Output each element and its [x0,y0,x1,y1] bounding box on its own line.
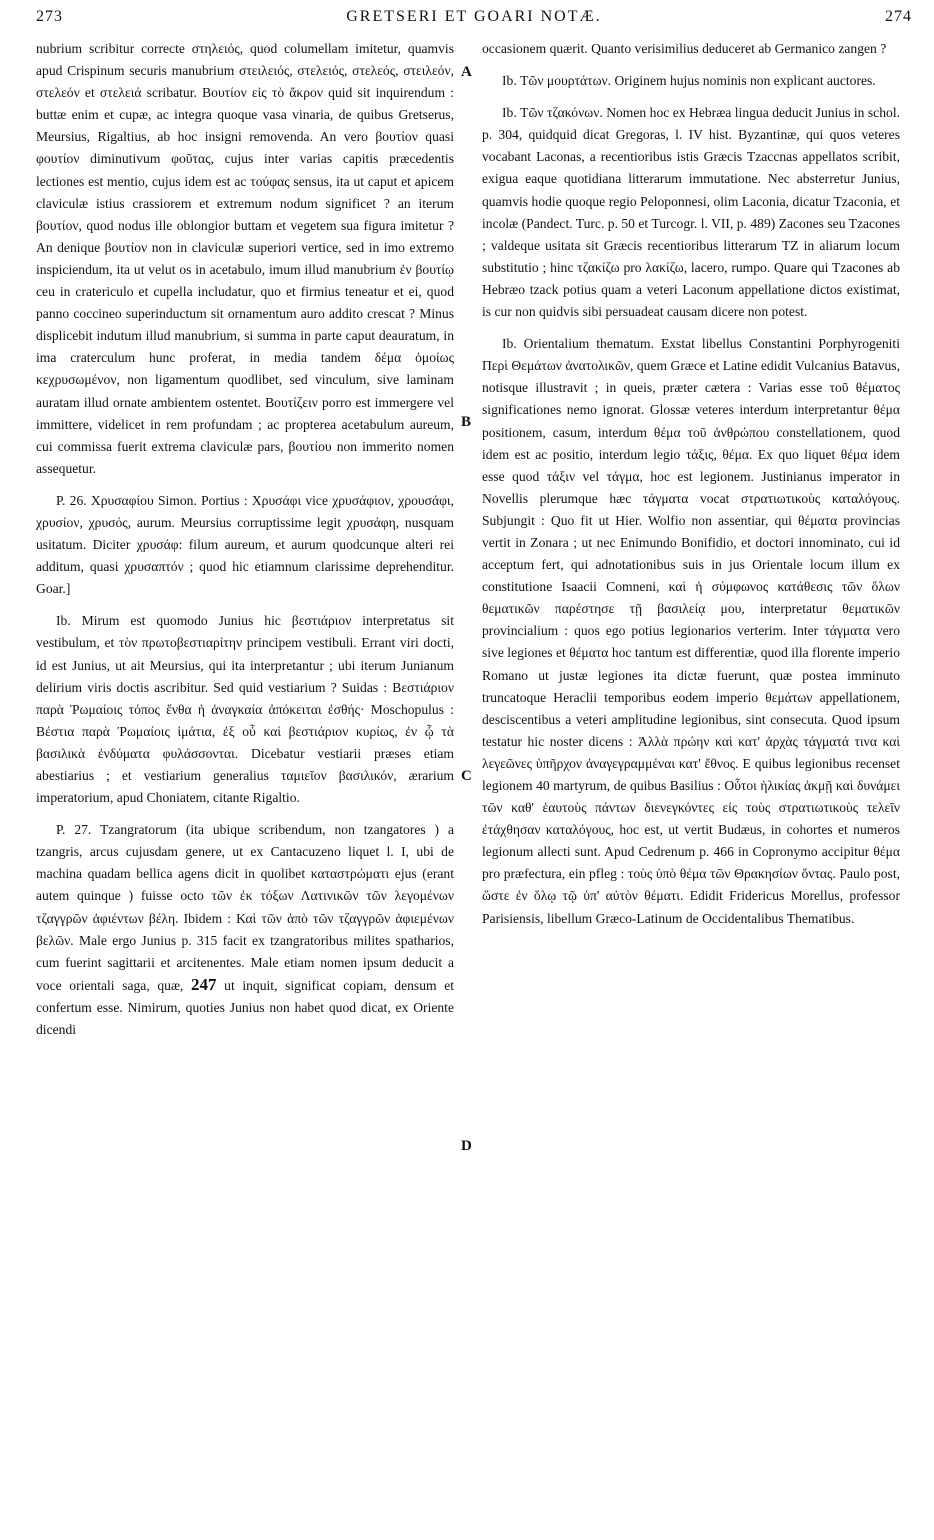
margin-marker-b: B [461,414,472,430]
right-paragraph-4: Ib. Orientalium thematum. Exstat libellus Constantini Porphyrogeniti Περὶ Θεμάτων ἀνατολικῶν, quem Græce et Latine edidit Vulcanius Batavus, notisque illustravit ; in queis, præter cætera : Varias esse τοῦ θέματος significationes nemo ignorat. Glossæ veteres interdum interpretantur θέμα positionem, casum, interdum θέμα τοῦ ἀνθρώπου constellationem, quod idem est ac positio, interdum legio τάξις, θέμα. Ex quo liquet θέμα idem esse quod τάξιν vel τάγμα, hoc est legionem. Justinianus imperator in Novellis plerumque hæc τάγματα vocat στρατιωτικοὺς καταλόγους. Subjungit : Quo fit ut Hier. Wolfio non assentiar, qui θέματα provincias vertit in Zonara ; ut nec Enimundo Bonifidio, et doctori innominato, cui id acceptum fert, qui adnotationibus suis in jus Orientale locum illum ex constitutione Isaacii Comneni, καὶ ἡ σύμφωνος κατάθεσις τῶν ὅλων θεματικῶν παρέστησε τῇ βασιλείᾳ μου, interpretatur θεματικῶν provincialium : quos ego potius legionarios verterim. Inter τάγματα vero sive legiones et θέματα hoc tantum est differentiæ, quod illa florente imperio Romano ut justæ legiones ita dictæ fuerunt, quæ postea imminuto truncatoque Heraclii temporibus eodem imperio θεμάτων appellationem, desciscentibus a veteri amplitudine legionibus, sint consecuta. Quod ipsum testatur hic noster dicens : Ἀλλὰ πρώην καὶ κατ' ἀρχὰς τάγματά τινα καὶ λεγεῶνες ὑπῆρχον ἀναγεγραμμέναι κατ' ἔθνος. E quibus legionibus recenset legionem 40 martyrum, de quibus Basilius : Οὗτοι ἡλικίας ἀκμῇ καὶ δυνάμει τῶν καθ' ἑαυτοὺς πάντων διενεγκόντες εἰς τοὺς στρατιωτικοὺς τελεῖν ἐτάχθησαν καταλόγους, hoc est, ut vertit Budæus, in cohortes et numeros legionum allecti sunt. Apud Cedrenum p. 466 in Copronymo accipitur θέμα pro præfectura, ein pfleg : τοὺς ὑπὸ θέμα τῶν Θρακησίων ὄντας. Paulo post, ὥστε ἐν ὅλῳ τῷ ὑπ' αὐτὸν θέματι. Edidit Fridericus Morellus, professor Parisiensis, libellum Græco-Latinum de Occidentalibus Thematibus. [482,336,900,926]
left-paragraph-2: P. 26. Χρυσαφίου Simon. Portius : Χρυσάφι vice χρυσάφιον, χρουσάφι, χρυσίον, χρυσός, aurum. Meursius corruptissime legit χρυσάφη, nusquam usitatum. Diciter χρυσάφ: filum aureum, et aurum quodcunque alteri rei additum, quasi χρυσαπτόν ; quod hic etiamnum clarissime deprehenditur. Goar.] [36,492,454,597]
right-page-number: 274 [885,8,912,25]
signature-number: 247 [191,974,217,994]
margin-marker-d: D [461,1138,472,1154]
left-paragraph-4-text-b: ut inquit, significat copiam, densum et confertum esse. Nimirum, quoties Junius non habet quod dicat, ex Oriente dicendi [36,977,455,1038]
left-paragraph-3: Ib. Mirum est quomodo Junius hic βεστιάριον interpretatus sit vestibulum, et τὸν πρωτοβεστιαρίτην principem vestibuli. Errant viri docti, id est Junius, ut ait Meursius, qui ita interpretantur ; ubi iterum Junianum delirium viris doctis ascribitur. Sed quid vestiarium ? Suidas : Βεστιάριον παρὰ Ῥωμαίοις τόπος ἔνθα ἡ ἀναγκαία ἀπόκειται ἐσθής· Moschopulus : Βέστια παρὰ Ῥωμαίοις ἱμάτια, ἐξ οὗ καὶ βεστιάριον κυρίως, ἐν ᾧ τὰ βασιλικὰ ἐνδύματα φυλάσσονται. Dicebatur vestiarii præses etiam abestiarius ; et vestiarium generalius ταμιεῖον βασιλικόν, ærarium imperatorium, apud Choniatem, citante Rigaltio. [36,613,454,806]
left-paragraph-1: nubrium scribitur correcte στηλειός, quod columellam imitetur, quamvis apud Crispinum securis manubrium στειλειός, στελειός, στελεός, στειλεόν, στελεόν et στελειά scribatur. Βουτίον εἰς τὸ ἄκρον quid sit inquirendum : buttæ enim et cupæ, ac integra quoque vasa vinaria, de quibus Gretserus, Meursius, Rigaltius, ab hoc insigni removenda. An vero βουτίον quasi φουτίον diminutivum φοῦτας, cujus inter varias capitis præcedentis lectiones est mentio, cujus idem est ac τούφας sensus, ita ut caput et apicem claviculæ istius crassiorem et extremum nodum significet ? an iterum βουτίον, quod nodus ille oblongior buttam et vegetem sua figura imitetur ? An denique βουτίον non in claviculæ superiori vertice, sed in imo extremo inspiciendum, ita ut velut os in acetabulo, imum illud manubrium ἐν βουτίῳ ceu in cratericulo et cupella includatur, quo et firmius teneatur et ei, quod panno coccineo superinductum sit ornamentum auro addito crescat ? Minus displicebit indutum illud manubrium, si summa in parte caput deauratum, in ima craterculum hunc proferat, in media tandem δέμα ὁμοίως κεχρυσωμένον, non ligamentum quodlibet, sed vinculum, sive laminam auratam illud ornate ambientem ostentet. Βουτίζειν porro est immergere vel immittere, videlicet in rem profundam ; ac propterea acetabulum aureum, cui commissa fuerit extrema claviculæ pars, βουτίου non immerito nomen assequetur. [36,41,454,476]
margin-marker-c: C [461,768,472,784]
right-paragraph-3: Ib. Τῶν τζακόνων. Nomen hoc ex Hebræa lingua deducit Junius in schol. p. 304, quidquid dicat Gregoras, l. IV hist. Byzantinæ, qui quos veteres vocabant Laconas, a recentioribus istis Græcis Tzaccnas appellatos scribit, exigua eaque quotidiana litterarum immutatione. Nec absterretur Junius, quamvis hodie quoque regio Peloponnesi, olim Laconia, dicatur Tzaconia, et incolæ (Pandect. Turc. p. 50 et Turcogr. l. VII, p. 489) Zacones seu Tzacones ; valdeque usitata sit Græcis recentioribus litterarum TZ in aliarum locum substitutio ; hinc τζακίζω pro λακίζω, lacero, rumpo. Quare qui Tzacones ab Hebræo tzack potius quam a veteri Laconum appellatione dictos existimat, is cur non quidvis sibi persuadeat causam dicere non potest. [482,105,900,320]
left-page-number: 273 [36,8,63,25]
left-column [36,38,454,1041]
running-header [36,8,912,32]
running-title: GRETSERI ET GOARI NOTÆ. [346,8,602,25]
right-column [482,38,900,930]
right-paragraph-1: occasionem quærit. Quanto verisimilius deduceret ab Germanico zangen ? [482,41,887,56]
left-paragraph-4-text-a: P. 27. Tzangratorum (ita ubique scribendum, non tzangatores ) a tzangris, arcus cujusdam genere, ut ex Cantacuzeno liquet l. I, ubi de machina quadam bellica agens dicit in quolibet καταστρώματι ejus (erant autem quinque ) fuisse octo τῶν ἐκ τόξων Λατινικῶν τῶν λεγομένων τζαγγρῶν ἀφιέντων βέλη. Ibidem : Καὶ τῶν ἀπὸ τῶν τζαγγρῶν ἀφιεμένων βελῶν. Male ergo Junius p. 315 facit ex tzangratoribus milites spatharios, cum fuerint sagittarii et arcitenentes. Male etiam nomen ipsum deducit a voce orientali saga, quæ, [36,822,454,993]
left-paragraph-4 [36,819,454,1041]
right-paragraph-2: Ib. Τῶν μουρτάτων. Originem hujus nominis non explicant auctores. [502,73,876,89]
margin-marker-a: A [461,64,472,80]
